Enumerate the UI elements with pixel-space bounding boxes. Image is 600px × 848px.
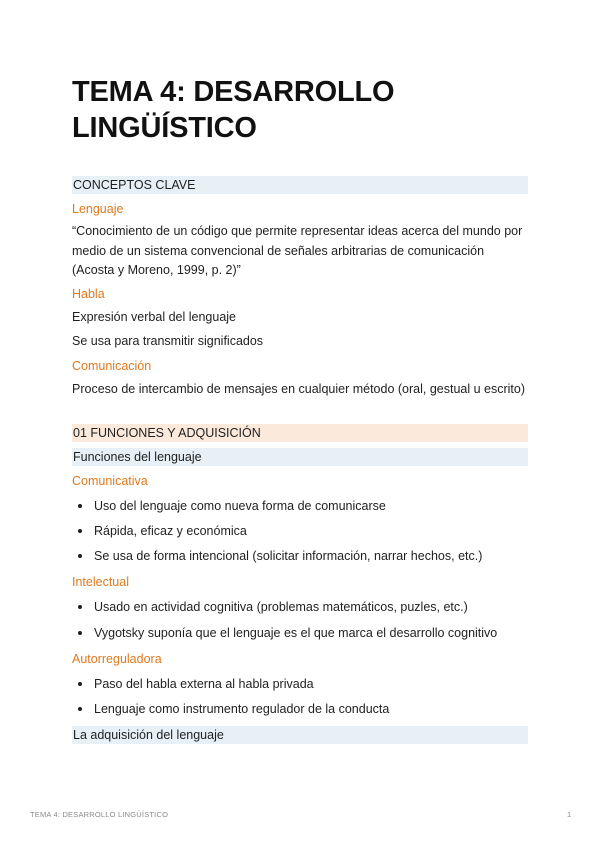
section-adquisicion-lenguaje: La adquisición del lenguaje — [72, 726, 528, 744]
term-habla: Habla — [72, 287, 105, 301]
section-funciones-adquisicion: 01 FUNCIONES Y ADQUISICIÓN — [72, 424, 528, 442]
term-lenguaje: Lenguaje — [72, 202, 124, 216]
bullet-icon — [78, 605, 82, 609]
term-comunicativa: Comunicativa — [72, 474, 148, 488]
term-intelectual: Intelectual — [72, 575, 129, 589]
lenguaje-definition: “Conocimiento de un código que permite representar ideas acerca del mundo por medio de un sistema convencional de señales arbitrarias de comunicación (Acosta y Moreno, 1999, p. 2)” — [72, 224, 523, 277]
comunicacion-definition: Proceso de intercambio de mensajes en cualquier método (oral, gestual u escrito) — [72, 382, 526, 396]
bullet-icon — [78, 707, 82, 711]
bullet-icon — [78, 504, 82, 508]
term-comunicacion: Comunicación — [72, 359, 152, 373]
term-autorreguladora: Autorreguladora — [72, 652, 162, 666]
bullet-icon — [78, 529, 82, 533]
bullet-icon — [78, 631, 82, 635]
section-funciones-lenguaje: Funciones del lenguaje — [72, 448, 528, 466]
habla-line-1: Expresión verbal del lenguaje — [72, 310, 236, 324]
footer-doc-title: TEMA 4: DESARROLLO LINGÜÍSTICO — [30, 810, 169, 819]
page-title: TEMA 4: DESARROLLO LINGÜÍSTICO — [72, 76, 395, 144]
bullet-icon — [78, 554, 82, 558]
bullet-icon — [78, 682, 82, 686]
footer-page-number: 1 — [567, 810, 572, 819]
section-conceptos-clave: CONCEPTOS CLAVE — [72, 176, 528, 194]
habla-line-2: Se usa para transmitir significados — [72, 334, 264, 348]
